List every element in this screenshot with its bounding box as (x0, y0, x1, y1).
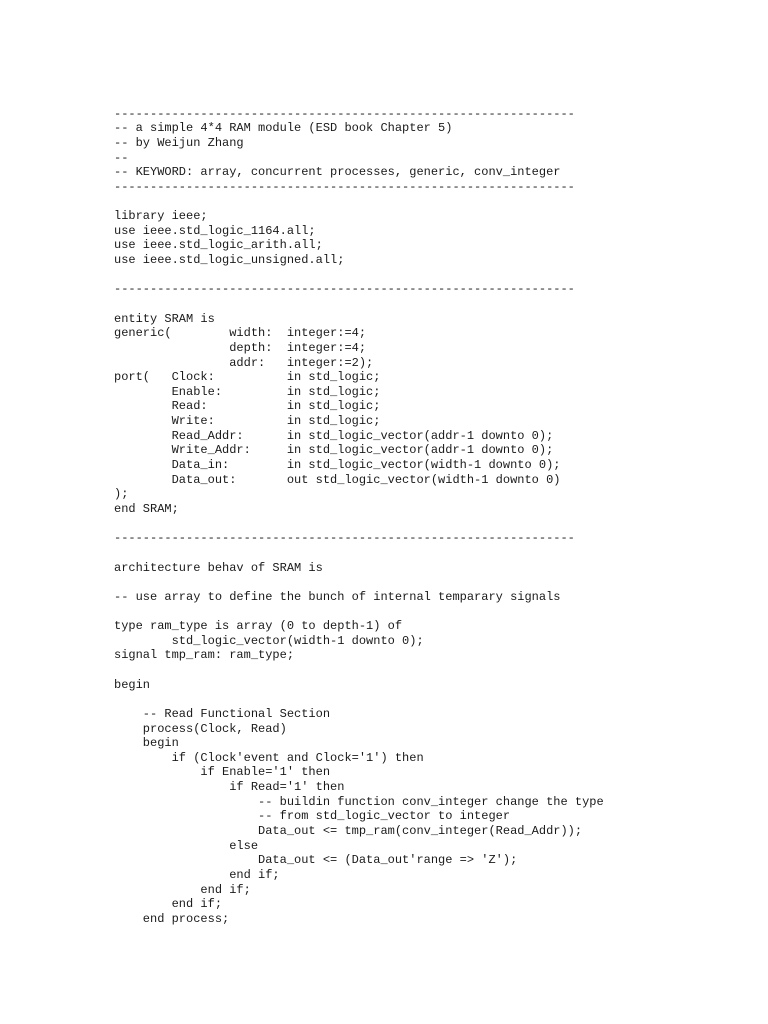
code-line: begin (114, 736, 179, 751)
code-line: if Read='1' then (114, 780, 345, 795)
code-line (114, 268, 604, 283)
code-line: -- (114, 150, 129, 165)
code-line: -- KEYWORD: array, concurrent processes, generic, conv_integer (114, 165, 561, 180)
code-line: depth: integer:=4; (114, 340, 367, 355)
code-line: if (Clock'event and Clock='1') then (114, 750, 424, 765)
code-line: std_logic_vector(width-1 downto 0); (114, 633, 424, 648)
code-line (114, 546, 604, 561)
code-line: architecture behav of SRAM is (114, 560, 323, 575)
code-line: signal tmp_ram: ram_type; (114, 648, 295, 663)
code-line: Data_in: in std_logic_vector(width-1 downto 0); (114, 458, 561, 473)
code-line: end process; (114, 911, 230, 926)
code-line (114, 604, 604, 619)
code-line: entity SRAM is (114, 311, 215, 326)
code-line: Data_out: out std_logic_vector(width-1 downto 0) (114, 472, 561, 487)
code-line (114, 692, 604, 707)
code-line (114, 194, 604, 209)
code-line: ---------------------------------------------------------------- (114, 106, 575, 121)
code-line: Data_out <= (Data_out'range => 'Z'); (114, 853, 518, 868)
code-line: Write: in std_logic; (114, 414, 381, 429)
code-line: type ram_type is array (0 to depth-1) of (114, 619, 403, 634)
code-line (114, 517, 604, 532)
code-line: Read: in std_logic; (114, 399, 381, 414)
code-line: end if; (114, 897, 223, 912)
code-line: ---------------------------------------------------------------- (114, 282, 575, 297)
code-line (114, 663, 604, 678)
code-line: Enable: in std_logic; (114, 384, 381, 399)
code-line (114, 297, 604, 312)
code-line (114, 575, 604, 590)
code-line: library ieee; (114, 209, 208, 224)
code-line: end if; (114, 867, 280, 882)
vhdl-code-listing (114, 92, 604, 927)
code-line: ---------------------------------------------------------------- (114, 179, 575, 194)
code-line: Data_out <= tmp_ram(conv_integer(Read_Addr)); (114, 824, 583, 839)
code-line: begin (114, 677, 151, 692)
code-line: ---------------------------------------------------------------- (114, 531, 575, 546)
code-line: addr: integer:=2); (114, 355, 374, 370)
code-line: generic( width: integer:=4; (114, 326, 367, 341)
code-line: if Enable='1' then (114, 765, 331, 780)
code-line: -- from std_logic_vector to integer (114, 809, 511, 824)
code-line: end SRAM; (114, 501, 179, 516)
code-line: -- buildin function conv_integer change the type (114, 794, 604, 809)
code-line (114, 92, 604, 107)
code-line: -- use array to define the bunch of internal temparary signals (114, 589, 561, 604)
code-line: Read_Addr: in std_logic_vector(addr-1 downto 0); (114, 428, 554, 443)
code-line: ); (114, 487, 129, 502)
code-line: else (114, 838, 259, 853)
code-line: Write_Addr: in std_logic_vector(addr-1 downto 0); (114, 443, 554, 458)
code-line: port( Clock: in std_logic; (114, 370, 381, 385)
code-line: process(Clock, Read) (114, 721, 287, 736)
code-line: -- by Weijun Zhang (114, 135, 244, 150)
code-line: end if; (114, 882, 251, 897)
code-line: use ieee.std_logic_1164.all; (114, 223, 316, 238)
code-line: -- a simple 4*4 RAM module (ESD book Chapter 5) (114, 121, 453, 136)
code-line: -- Read Functional Section (114, 706, 331, 721)
code-line: use ieee.std_logic_arith.all; (114, 238, 323, 253)
code-line: use ieee.std_logic_unsigned.all; (114, 253, 345, 268)
